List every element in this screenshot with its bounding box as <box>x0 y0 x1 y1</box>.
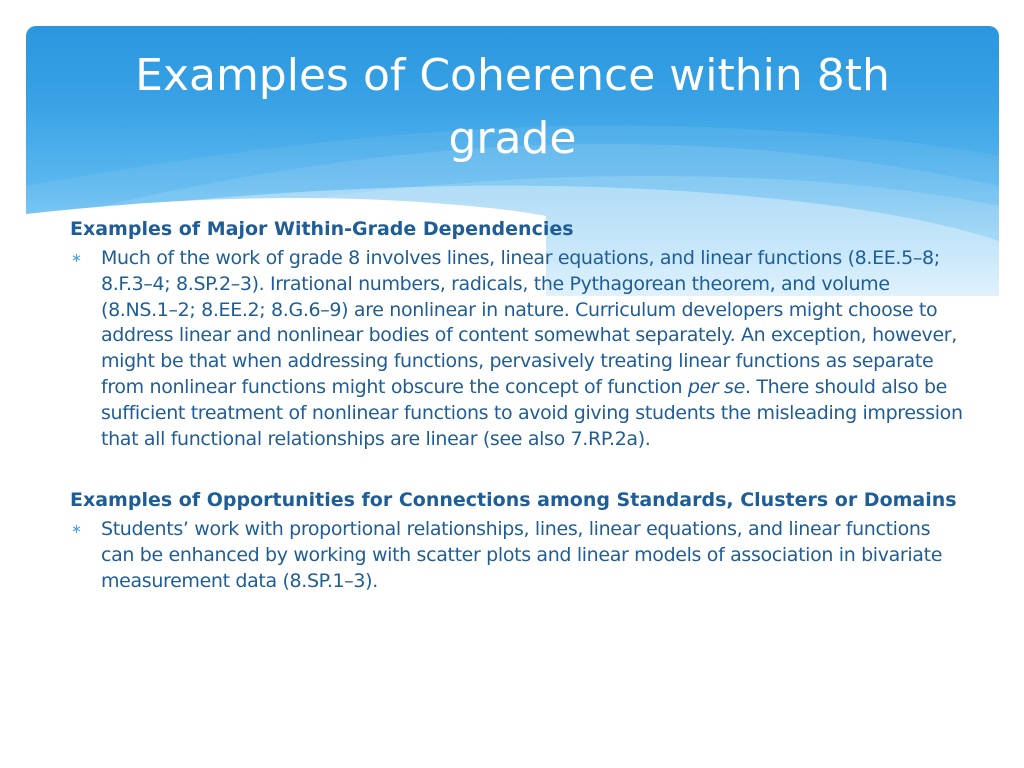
bullet-text-part-1: Much of the work of grade 8 involves lines, linear equations, and linear functions (8.EE.5–8; 8.F.3–4; 8.SP.2–3). Irrational numbers, radicals, the Pythagorean theorem, and volume (8.NS.1–2; 8.EE.2; 8.G.6–9) are nonlinear in nature. Curriculum developers might choose to address linear and nonlinear bodies of content somewhat separately. An exception, however, might be that when addressing functions, pervasively treating linear functions as separate from nonlinear functions might obscure the concept of function <box>101 247 957 398</box>
bullet-asterisk-icon: ∗ <box>71 251 82 266</box>
section-heading-dependencies: Examples of Major Within-Grade Dependencies <box>70 218 574 240</box>
slide-body <box>70 216 965 595</box>
bullet-text-italic: per se <box>687 375 745 398</box>
bullet-text-part-2: . There should also be sufficient treatment of nonlinear functions to avoid giving students the misleading impression that all functional relationships are linear (see also 7.RP.2a). <box>101 375 963 450</box>
section-spacer <box>70 452 965 487</box>
bullet-item-connections <box>70 517 965 594</box>
bullet-item-dependencies <box>70 246 965 452</box>
bullet-text: Students’ work with proportional relationships, lines, linear equations, and linear functions can be enhanced by working with scatter plots and linear models of association in bivariate measurement data (8.SP.1–3). <box>101 518 943 592</box>
slide-title <box>26 44 999 170</box>
section-heading-connections: Examples of Opportunities for Connections among Standards, Clusters or Domains <box>70 489 957 512</box>
bullet-asterisk-icon: ∗ <box>71 522 82 538</box>
title-line-1: Examples of Coherence within 8th <box>135 50 890 101</box>
title-line-2: grade <box>448 113 577 164</box>
